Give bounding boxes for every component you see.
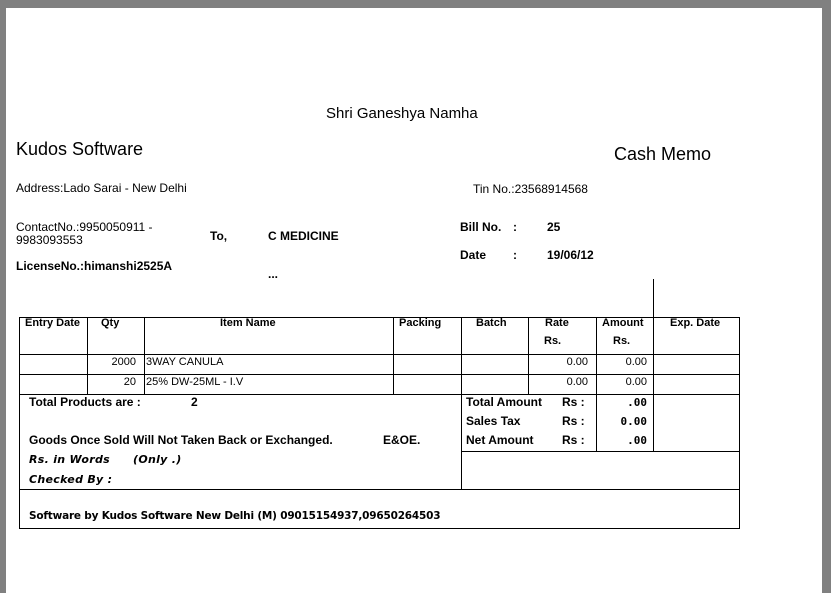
col-divider [393,317,394,395]
sales-tax-value: 0.00 [620,415,647,428]
company-name: Kudos Software [16,139,144,159]
col-header-exp-date: Exp. Date [670,317,721,329]
table-border-left [19,317,20,529]
eoe-label: E&OE. [383,433,421,447]
total-products-label: Total Products are : [29,395,141,409]
net-amount-value: .00 [627,434,647,447]
cell-rate: 0.00 [566,376,588,388]
bill-no-value: 25 [547,220,561,234]
total-products-value: 2 [191,395,198,409]
cell-amount: 0.00 [625,356,647,368]
col-header-amount: Amount [602,317,644,329]
contact-number [16,221,153,247]
cell-item-name: 3WAY CANULA [146,356,224,368]
col-header-rate: Rate [545,317,569,329]
customer-address-placeholder: ... [268,267,279,281]
footer-top-border [19,489,740,490]
cash-memo-page [6,8,822,593]
sales-tax-currency: Rs : [562,414,585,428]
license-number: LicenseNo.:himanshi2525A [16,259,173,273]
table-row-divider [19,374,740,375]
document-title: Cash Memo [614,144,712,164]
contact-line-2: 9983093553 [16,233,83,247]
date-value: 19/06/12 [547,248,594,262]
total-amount-currency: Rs : [562,395,585,409]
tin-number: Tin No.:23568914568 [473,182,588,196]
col-header-item-name: Item Name [220,317,276,329]
rs-in-words-value: (Only .) [133,453,182,466]
goods-return-notice: Goods Once Sold Will Not Taken Back or Exchanged. [29,433,333,447]
table-border-bottom [19,528,740,529]
sales-tax-label: Sales Tax [466,414,521,428]
rs-in-words-label: Rs. in Words [29,453,110,466]
col-header-rate-unit: Rs. [544,335,562,347]
customer-name: C MEDICINE [268,229,339,243]
cell-qty: 20 [123,376,136,388]
cell-qty: 2000 [111,356,136,368]
contact-line-1: ContactNo.:9950050911 - [16,220,153,234]
col-divider [144,317,145,395]
company-address: Address:Lado Sarai - New Delhi [16,181,187,195]
total-amount-label: Total Amount [466,395,542,409]
col-header-entry-date: Entry Date [25,317,81,329]
cell-rate: 0.00 [566,356,588,368]
date-label: Date [460,248,487,262]
col-header-packing: Packing [399,317,442,329]
bill-no-separator: : [513,220,517,234]
bill-no-label: Bill No. [460,220,502,234]
software-credit: Software by Kudos Software New Delhi (M) 09015154937,09650264503 [29,510,441,522]
table-border-right [739,317,740,529]
divider-line [653,279,654,317]
col-divider [461,317,462,490]
net-amount-currency: Rs : [562,433,585,447]
col-header-qty: Qty [101,317,120,329]
checked-by-label: Checked By : [29,473,113,486]
col-divider [653,317,654,452]
total-amount-value: .00 [627,396,647,409]
blessing-heading: Shri Ganeshya Namha [326,105,478,122]
to-label: To, [210,229,228,243]
table-header-bottom [19,354,740,355]
net-amount-label: Net Amount [466,433,534,447]
date-separator: : [513,248,517,262]
summary-right-divider [461,451,740,452]
col-header-amount-unit: Rs. [613,335,631,347]
cell-amount: 0.00 [625,376,647,388]
cell-item-name: 25% DW-25ML - I.V [146,376,244,388]
col-header-batch: Batch [476,317,507,329]
